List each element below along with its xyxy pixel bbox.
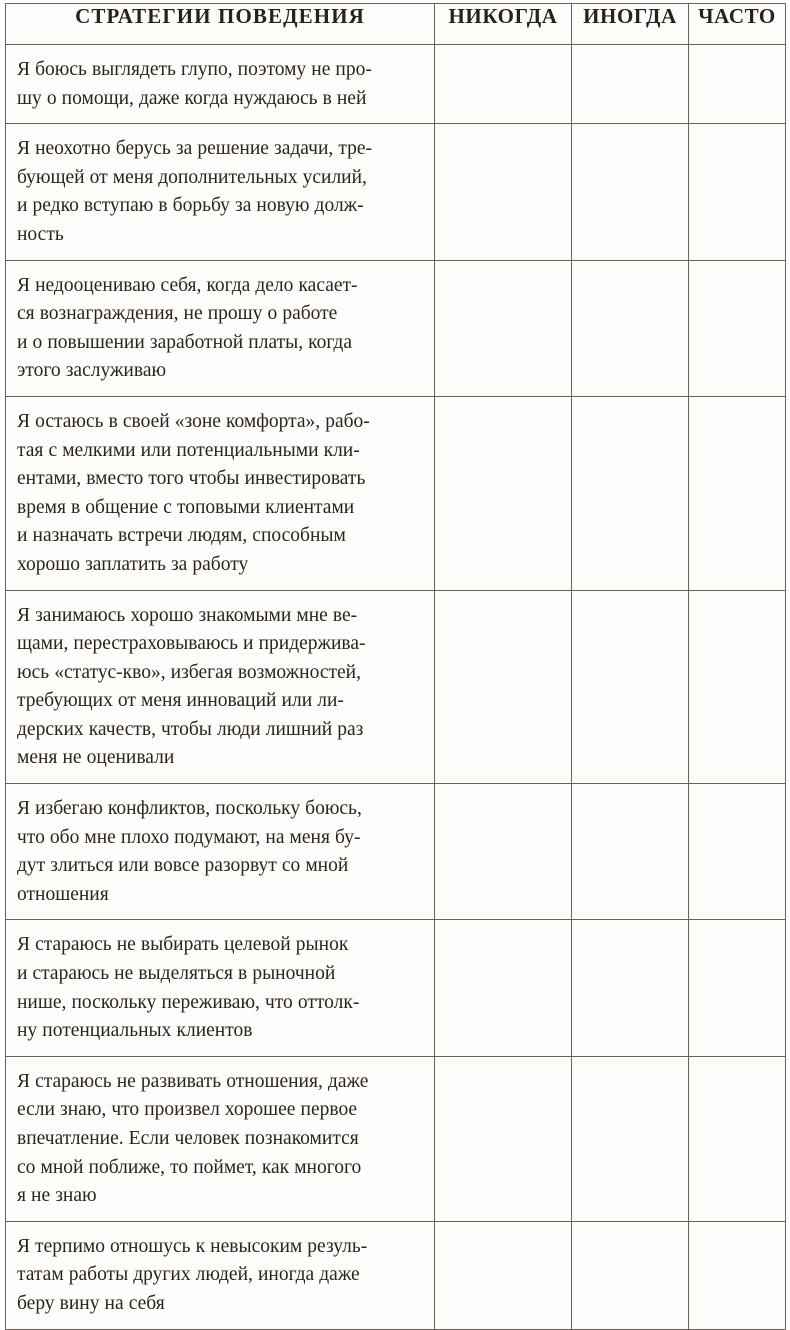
table-row [6,260,786,396]
table-row [6,920,786,1056]
statement-line: нише, поскольку переживаю, что оттолк- [17,991,360,1013]
statement-text [6,920,435,1056]
statement-line: если знаю, что произвел хорошее первое [17,1099,358,1121]
answer-cell-sometimes[interactable] [572,124,689,260]
statement-line: щами, перестраховываюсь и придержива- [17,633,366,655]
statement-line: ентами, вместо того чтобы инвестировать [17,468,366,490]
statement-line: Я избегаю конфликтов, поскольку боюсь, [17,798,362,820]
answer-cell-sometimes[interactable] [572,260,689,396]
statement-line: юсь «статус-кво», избегая возможностей, [17,661,361,683]
statement-line: со мной поближе, то поймет, как многого [17,1156,362,1178]
answer-cell-sometimes[interactable] [572,1221,689,1329]
statement-line: хорошо заплатить за работу [17,553,249,575]
column-header-never: НИКОГДА [435,4,572,45]
answer-cell-never[interactable] [435,920,572,1056]
statement-line: ну потенциальных клиентов [17,1020,253,1042]
statement-line: я не знаю [17,1185,97,1207]
answer-cell-often[interactable] [689,396,786,590]
answer-cell-sometimes[interactable] [572,784,689,920]
answer-cell-often[interactable] [689,45,786,124]
header-row [6,4,786,45]
table-row [6,1056,786,1221]
answer-cell-sometimes[interactable] [572,45,689,124]
answer-cell-sometimes[interactable] [572,590,689,784]
statement-line: меня не оценивали [17,747,175,769]
statement-line: дерских качеств, чтобы люди лишний раз [17,718,364,740]
statement-line: Я занимаюсь хорошо знакомыми мне ве- [17,604,358,626]
statement-line: Я недооцениваю себя, когда дело касает- [17,274,358,296]
answer-cell-never[interactable] [435,45,572,124]
answer-cell-never[interactable] [435,1056,572,1221]
statement-text [6,124,435,260]
answer-cell-never[interactable] [435,124,572,260]
statement-line: что обо мне плохо подумают, на меня бу- [17,826,361,848]
statement-line: и редко вступаю в борьбу за новую долж- [17,195,364,217]
statement-line: ность [17,223,64,245]
statement-line: и назначать встречи людям, способным [17,525,346,547]
answer-cell-never[interactable] [435,260,572,396]
statement-line: требующих от меня инноваций или ли- [17,690,344,712]
statement-line: Я неохотно берусь за решение задачи, тре- [17,138,373,160]
answer-cell-often[interactable] [689,260,786,396]
column-header-often: ЧАСТО [689,4,786,45]
table-row [6,45,786,124]
statement-line: Я боюсь выглядеть глупо, поэтому не про- [17,59,372,80]
statement-text [6,784,435,920]
answer-cell-never[interactable] [435,784,572,920]
statement-line: ся вознаграждения, не прошу о работе [17,303,338,325]
statement-line: и о повышении заработной платы, когда [17,331,353,353]
statement-line: беру вину на себя [17,1292,165,1314]
statement-line: и стараюсь не выделяться в рыночной [17,963,336,985]
table-header [6,4,786,45]
statement-line: Я терпимо отношусь к невысоким резуль- [17,1235,368,1257]
behavior-strategies-table [5,3,786,1330]
statement-line: Я стараюсь не развивать отношения, даже [17,1070,369,1092]
statement-text [6,45,435,124]
answer-cell-often[interactable] [689,920,786,1056]
statement-text [6,396,435,590]
table-row [6,1221,786,1329]
statement-text [6,1056,435,1221]
answer-cell-often[interactable] [689,590,786,784]
statement-line: впечатление. Если человек познакомится [17,1128,359,1149]
statement-line: Я стараюсь не выбирать целевой рынок [17,934,349,956]
answer-cell-often[interactable] [689,1056,786,1221]
statement-line: татам работы других людей, иногда даже [17,1264,360,1286]
statement-line: этого заслуживаю [17,360,167,382]
statement-line: шу о помощи, даже когда нуждаюсь в ней [17,87,367,109]
table-row [6,124,786,260]
column-header-statement: СТРАТЕГИИ ПОВЕДЕНИЯ [6,4,435,45]
answer-cell-never[interactable] [435,1221,572,1329]
statement-line: бующей от меня дополнительных усилий, [17,166,367,188]
column-header-sometimes: ИНОГДА [572,4,689,45]
answer-cell-never[interactable] [435,396,572,590]
answer-cell-sometimes[interactable] [572,920,689,1056]
table-row [6,590,786,784]
statement-text [6,260,435,396]
statement-text [6,1221,435,1329]
answer-cell-never[interactable] [435,590,572,784]
answer-cell-sometimes[interactable] [572,1056,689,1221]
statement-line: время в общение с топовыми клиентами [17,496,355,518]
statement-line: Я остаюсь в своей «зоне комфорта», рабо- [17,410,370,432]
table-row [6,396,786,590]
statement-line: отношения [17,883,109,905]
answer-cell-often[interactable] [689,124,786,260]
statement-line: дут злиться или вовсе разорвут со мной [17,855,349,877]
table-body [6,45,786,1330]
table-row [6,784,786,920]
statement-text [6,590,435,784]
statement-line: тая с мелкими или потенциальными кли- [17,439,360,461]
answer-cell-often[interactable] [689,1221,786,1329]
answer-cell-sometimes[interactable] [572,396,689,590]
answer-cell-often[interactable] [689,784,786,920]
